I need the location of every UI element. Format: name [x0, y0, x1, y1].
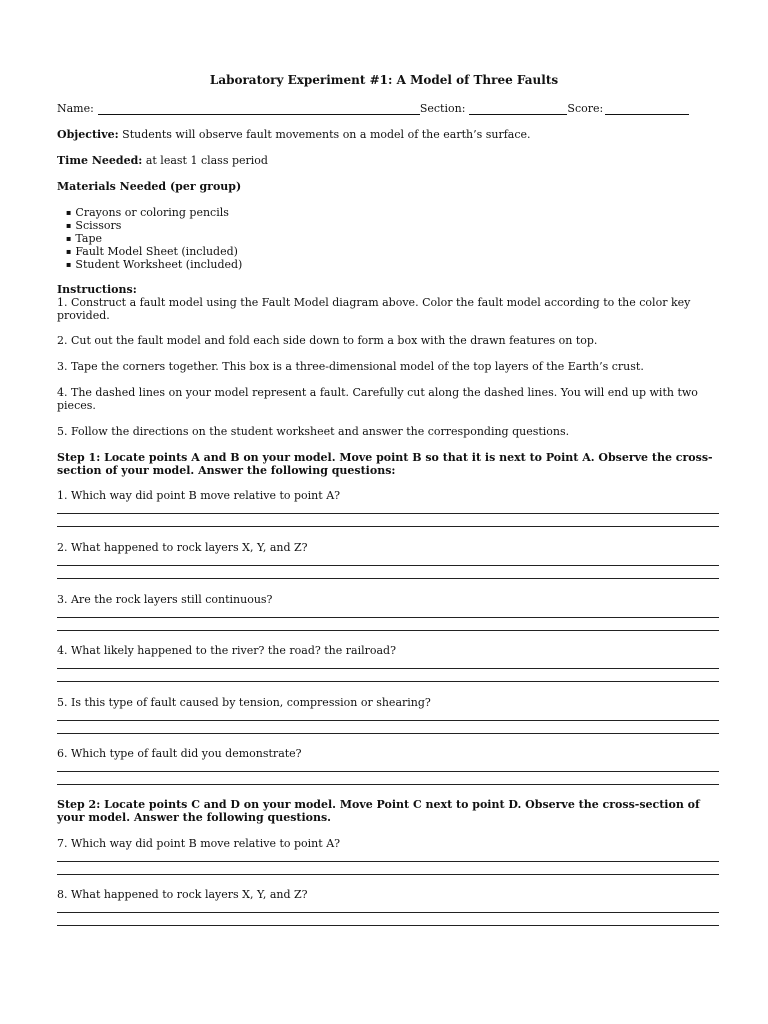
score-label: Score:	[567, 102, 604, 115]
list-item: ▪ Fault Model Sheet (included)	[66, 245, 238, 258]
materials-list	[66, 206, 242, 271]
answer-line[interactable]	[57, 668, 719, 669]
answer-line[interactable]	[57, 733, 719, 734]
list-item: ▪ Student Worksheet (included)	[66, 258, 243, 271]
page-title: Laboratory Experiment #1: A Model of Three Faults	[209, 73, 559, 87]
section-blank[interactable]	[469, 102, 567, 115]
answer-line[interactable]	[57, 912, 719, 913]
bullet-icon: ▪	[66, 260, 72, 269]
answer-line[interactable]	[57, 526, 719, 527]
question: 7. Which way did point B move relative to point A?	[57, 837, 341, 850]
name-label: Name:	[57, 102, 94, 115]
bullet-icon: ▪	[66, 221, 72, 230]
question: 6. Which type of fault did you demonstrate?	[57, 747, 302, 760]
list-item: ▪ Crayons or coloring pencils	[66, 206, 229, 219]
answer-line[interactable]	[57, 578, 719, 579]
bullet-icon: ▪	[66, 234, 72, 243]
objective	[57, 128, 719, 141]
question: 2. What happened to rock layers X, Y, and Z?	[57, 541, 308, 554]
answer-line[interactable]	[57, 771, 719, 772]
answer-line[interactable]	[57, 565, 719, 566]
bullet-icon: ▪	[66, 247, 72, 256]
instructions-heading: Instructions:	[57, 283, 137, 296]
question: 8. What happened to rock layers X, Y, and Z?	[57, 888, 308, 901]
time-label: Time Needed:	[57, 154, 143, 167]
answer-line[interactable]	[57, 874, 719, 875]
answer-line[interactable]	[57, 630, 719, 631]
score-blank[interactable]	[605, 102, 689, 115]
question: 4. What likely happened to the river? the road? the railroad?	[57, 644, 396, 657]
answer-line[interactable]	[57, 784, 719, 785]
list-item: ▪ Tape	[66, 232, 103, 245]
name-blank[interactable]	[98, 102, 420, 115]
question: 1. Which way did point B move relative to point A?	[57, 489, 341, 502]
section-label: Section:	[419, 102, 466, 115]
student-info-line	[57, 102, 719, 115]
question: 3. Are the rock layers still continuous?	[57, 593, 273, 606]
answer-line[interactable]	[57, 617, 719, 618]
materials-heading: Materials Needed (per group)	[57, 180, 242, 193]
instruction-step: 4. The dashed lines on your model represent a fault. Carefully cut along the dashed lines. You will end up with two pieces.	[57, 386, 698, 412]
answer-line[interactable]	[57, 861, 719, 862]
bullet-icon: ▪	[66, 208, 72, 217]
objective-text: Students will observe fault movements on a model of the earth’s surface.	[122, 128, 531, 141]
time-text: at least 1 class period	[145, 154, 268, 167]
time-needed	[57, 154, 719, 167]
answer-line[interactable]	[57, 720, 719, 721]
list-item: ▪ Scissors	[66, 219, 122, 232]
question: 5. Is this type of fault caused by tension, compression or shearing?	[57, 696, 431, 709]
step2-directions: Step 2: Locate points C and D on your model. Move Point C next to point D. Observe the cross-section of your model. Answer the following questions.	[57, 798, 700, 824]
instruction-step: 1. Construct a fault model using the Fault Model diagram above. Color the fault model according to the color key provided.	[57, 296, 691, 322]
instruction-step: 5. Follow the directions on the student worksheet and answer the corresponding questions.	[57, 425, 570, 438]
answer-line[interactable]	[57, 513, 719, 514]
instruction-step: 2. Cut out the fault model and fold each side down to form a box with the drawn features on top.	[57, 334, 598, 347]
answer-line[interactable]	[57, 925, 719, 926]
step1-directions: Step 1: Locate points A and B on your model. Move point B so that it is next to Point A. Observe the cross-section of your model. Answer the following questions:	[57, 451, 713, 477]
answer-line[interactable]	[57, 681, 719, 682]
instruction-step: 3. Tape the corners together. This box is a three-dimensional model of the top layers of the Earth’s crust.	[57, 360, 644, 373]
objective-label: Objective:	[57, 128, 119, 141]
